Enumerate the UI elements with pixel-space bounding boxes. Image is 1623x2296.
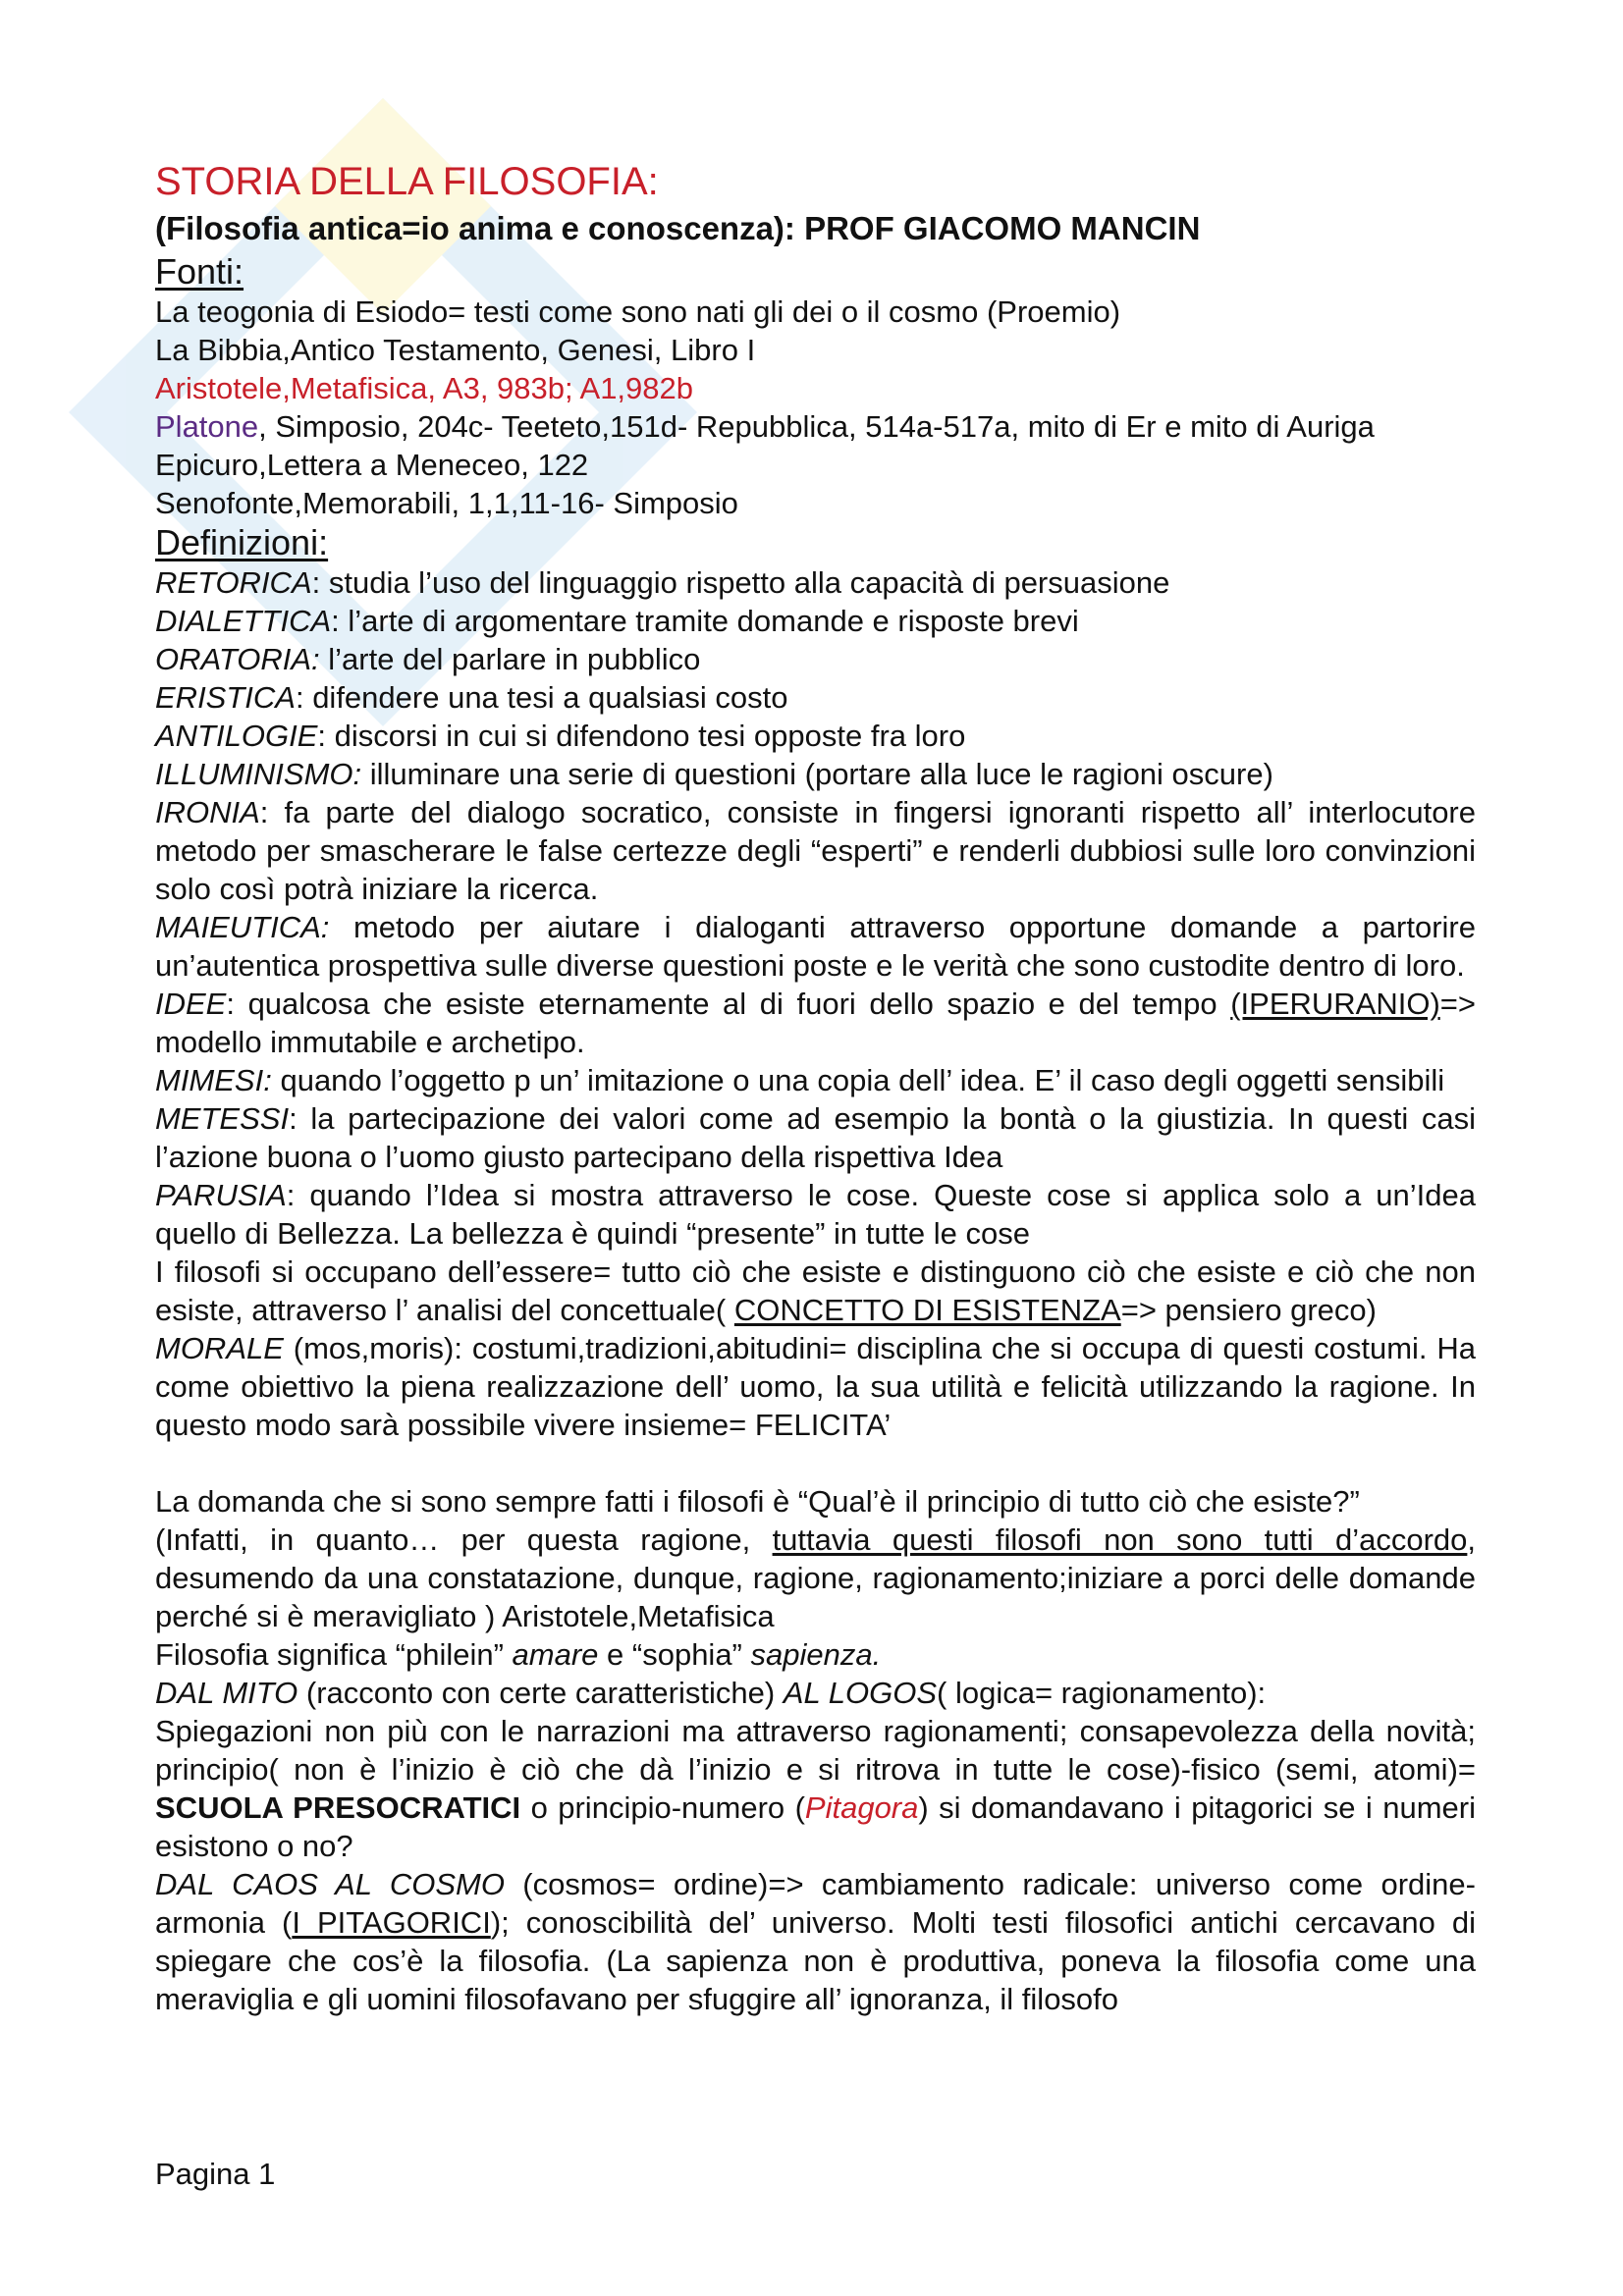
definition-term: MORALE <box>155 1331 284 1365</box>
filosofi-text-after: => pensiero greco) <box>1120 1293 1377 1327</box>
mito-text: ( logica= ragionamento): <box>937 1676 1267 1710</box>
definition <box>155 678 1476 717</box>
infatti-text-after: , desumendo da una constatazione, dunque, ragione, ragionamento;iniziare a porci delle domande perché si è meravigliato ) Aristotele,Metafisica <box>155 1522 1476 1633</box>
concetto-esistenza: CONCETTO DI ESISTENZA <box>733 1293 1121 1327</box>
spiegazioni-text: Spiegazioni non più con le narrazioni ma attraverso ragionamenti; consapevolezza della novità; principio( non è l’inizio è ciò che dà l’inizio e si ritrova in tutte le cose)-fisico (semi, atomi)= <box>155 1714 1476 1787</box>
fonte-line: Epicuro,Lettera a Meneceo, 122 <box>155 448 589 482</box>
definition-term: IDEE <box>155 987 227 1021</box>
paragraph-gap <box>155 1444 1476 1482</box>
infatti-text: (Infatti, in quanto… per questa ragione, <box>155 1522 773 1557</box>
dal-mito-term: DAL MITO <box>155 1676 298 1710</box>
al-logos-term: AL LOGOS <box>783 1676 938 1710</box>
pitagora-name: Pitagora <box>804 1790 919 1825</box>
definition-text: quando l’oggetto p un’ imitazione o una copia dell’ idea. E’ il caso degli oggetti sensibili <box>271 1063 1445 1097</box>
filosofia-text: Filosofia significa “philein” <box>155 1637 513 1672</box>
definition-text: : qualcosa che esiste eternamente al di fuori dello spazio e del tempo <box>226 987 1231 1021</box>
mito-logos-line <box>155 1674 1476 1712</box>
definition <box>155 563 1476 602</box>
iperuranio-term: (IPERURANIO) <box>1230 987 1440 1021</box>
definition-text: : studia l’uso del linguaggio rispetto alla capacità di persuasione <box>311 565 1170 600</box>
definition-morale <box>155 1329 1476 1444</box>
fonte-line-platone <box>155 407 1476 446</box>
document-subtitle: (Filosofia antica=io anima e conoscenza): PROF GIACOMO MANCIN <box>155 210 1201 246</box>
definition <box>155 1176 1476 1253</box>
definition <box>155 602 1476 640</box>
caos-cosmo-paragraph <box>155 1865 1476 2018</box>
platone-name: Platone <box>155 409 259 444</box>
caos-text: (cosmos= ordine)=> cambiamento radicale: universo come ordine-armonia ( <box>155 1867 1476 1940</box>
filosofi-text: I filosofi si occupano dell’essere= tutto ciò che esiste e distinguono ciò che esiste e ciò che non esiste, attraverso l’ analisi del concettuale( <box>155 1255 1476 1327</box>
definition-term: MAIEUTICA: <box>155 910 330 944</box>
fonte-line: La teogonia di Esiodo= testi come sono nati gli dei o il cosmo (Proemio) <box>155 294 1121 329</box>
mito-text: (racconto con certe caratteristiche) <box>298 1676 784 1710</box>
definition-term: MIMESI: <box>155 1063 272 1097</box>
definition <box>155 717 1476 755</box>
definition-text: : fa parte del dialogo socratico, consiste in fingersi ignoranti rispetto all’ interlocutore metodo per smascherare le false certezze degli “esperti” e renderli dubbiosi sulle loro convinzioni solo così potrà iniziare la ricerca. <box>155 795 1476 906</box>
definition <box>155 793 1476 908</box>
definition <box>155 1061 1476 1099</box>
filosofia-text: e “sophia” <box>598 1637 751 1672</box>
domanda-paragraph: La domanda che si sono sempre fatti i filosofi è “Qual’è il principio di tutto ciò che esiste?” <box>155 1484 1360 1519</box>
definition-term: RETORICA <box>155 565 312 600</box>
definition-idee <box>155 985 1476 1061</box>
definition-term: DIALETTICA <box>155 604 332 638</box>
definition-text: l’arte del parlare in pubblico <box>319 642 701 676</box>
page-number: Pagina 1 <box>155 2157 276 2191</box>
document-page <box>155 157 1476 2018</box>
definition-term: ILLUMINISMO: <box>155 757 362 791</box>
caos-cosmo-term: DAL CAOS AL COSMO <box>155 1867 505 1901</box>
definition <box>155 640 1476 678</box>
definition-text: : discorsi in cui si difendono tesi opposte fra loro <box>317 719 966 753</box>
filosofia-amare: amare <box>512 1637 599 1672</box>
definition-text: : difendere una tesi a qualsiasi costo <box>295 680 788 715</box>
definition-text: : quando l’Idea si mostra attraverso le cose. Queste cose si applica solo a un’Idea quello di Bellezza. La bellezza è quindi “presente” in tutte le cose <box>155 1178 1476 1251</box>
fonte-line: La Bibbia,Antico Testamento, Genesi, Libro I <box>155 333 756 367</box>
definition-text: illuminare una serie di questioni (portare alla luce le ragioni oscure) <box>361 757 1273 791</box>
caos-text: ); conoscibilità del’ universo. Molti testi filosofici antichi cercavano di spiegare che cos’è la filosofia. (La sapienza non è produttiva, poneva la filosofia come una meraviglia e gli uomini filosofavano per sfuggire all’ ignoranza, il filosofo <box>155 1905 1476 2016</box>
filosofia-sapienza: sapienza. <box>750 1637 882 1672</box>
definition-text: : l’arte di argomentare tramite domande e risposte brevi <box>331 604 1079 638</box>
definition-text: metodo per aiutare i dialoganti attraverso opportune domande a partorire un’autentica prospettiva sulle diverse questioni poste e le verità che sono custodite dentro di loro. <box>155 910 1476 983</box>
spiegazioni-text: ) si domandavano i pitagorici se i numeri esistono o no? <box>155 1790 1476 1863</box>
definition <box>155 1099 1476 1176</box>
infatti-paragraph <box>155 1521 1476 1635</box>
definition <box>155 755 1476 793</box>
spiegazioni-paragraph <box>155 1712 1476 1865</box>
filosofi-paragraph <box>155 1253 1476 1329</box>
definition-term: ERISTICA <box>155 680 296 715</box>
definizioni-heading: Definizioni: <box>155 522 329 562</box>
definition-text-after: => modello immutabile e archetipo. <box>155 987 1476 1059</box>
definition-term: PARUSIA <box>155 1178 287 1212</box>
pitagorici-term: I PITAGORICI <box>292 1905 491 1940</box>
definition-text: : la partecipazione dei valori come ad esempio la bontà o la giustizia. In questi casi l’azione buona o l’uomo giusto partecipano della rispettiva Idea <box>155 1101 1476 1174</box>
fonte-line: Senofonte,Memorabili, 1,1,11-16- Simposio <box>155 486 738 520</box>
spiegazioni-text: o principio-numero ( <box>520 1790 805 1825</box>
definition-term: IRONIA <box>155 795 260 829</box>
definition-text: (mos,moris): costumi,tradizioni,abitudini= disciplina che si occupa di questi costumi. Ha come obiettivo la piena realizzazione dell’ uomo, la sua utilità e felicità utilizzando la ragione. In questo modo sarà possibile vivere insieme= FELICITA’ <box>155 1331 1476 1442</box>
filosofia-definition <box>155 1635 1476 1674</box>
fonte-line: Aristotele,Metafisica, A3, 983b; A1,982b <box>155 371 694 405</box>
platone-rest: , Simposio, 204c- Teeteto,151d- Repubblica, 514a-517a, mito di Er e mito di Auriga <box>258 409 1375 444</box>
scuola-presocratici: SCUOLA PRESOCRATICI <box>155 1790 521 1825</box>
definition-term: ANTILOGIE <box>155 719 318 753</box>
infatti-underlined: tuttavia questi filosofi non sono tutti d’accordo <box>772 1522 1468 1557</box>
definition-term: METESSI <box>155 1101 290 1136</box>
document-title: STORIA DELLA FILOSOFIA: <box>155 160 659 203</box>
definition-term: ORATORIA: <box>155 642 320 676</box>
fonti-heading: Fonti: <box>155 251 244 292</box>
definition <box>155 908 1476 985</box>
